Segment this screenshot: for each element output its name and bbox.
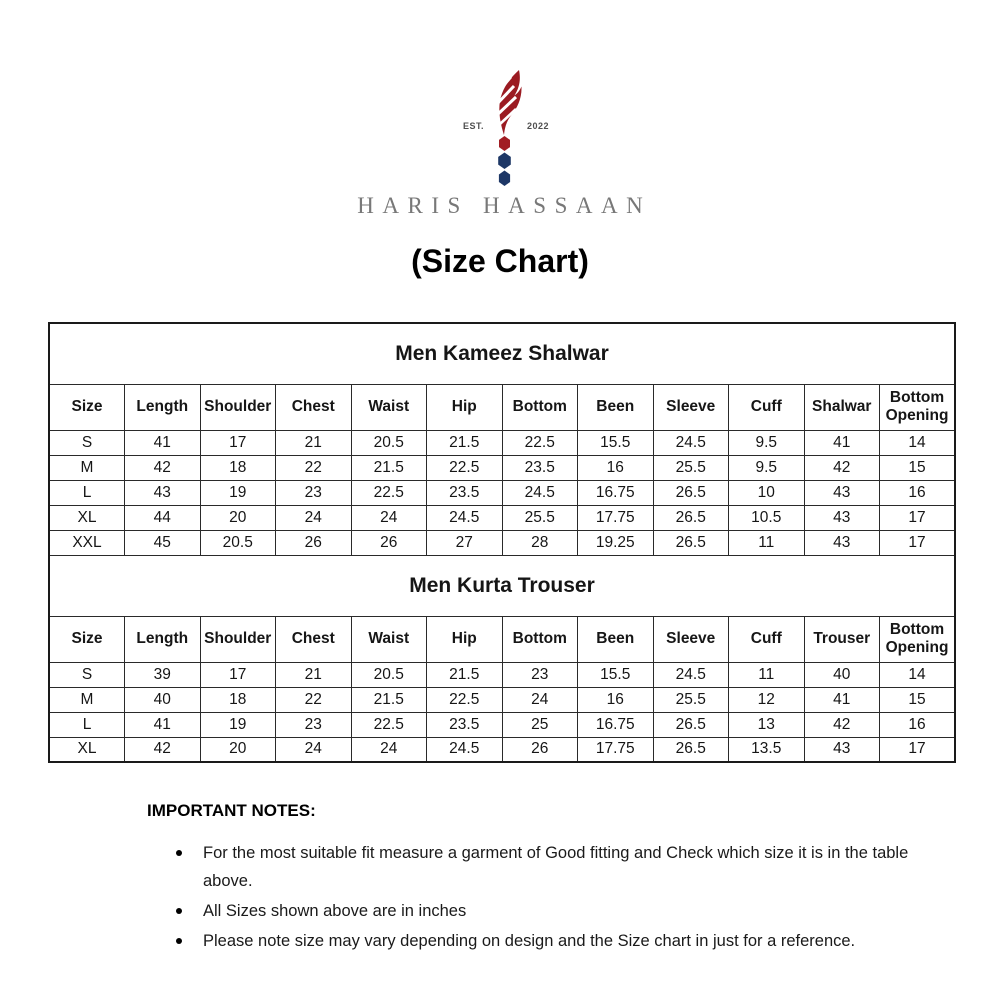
measurement-cell: 41 <box>125 430 201 455</box>
column-header: Length <box>125 616 201 662</box>
column-header: Bottom Opening <box>880 384 956 430</box>
measurement-cell: 22.5 <box>351 712 427 737</box>
measurement-cell: 20.5 <box>351 662 427 687</box>
kameez-shalwar-rows <box>49 430 955 555</box>
size-label-cell: XXL <box>49 530 125 555</box>
column-header: Bottom <box>502 384 578 430</box>
measurement-cell: 43 <box>804 480 880 505</box>
measurement-cell: 24.5 <box>427 505 503 530</box>
measurement-cell: 15.5 <box>578 430 654 455</box>
table-row <box>49 430 955 455</box>
size-label-cell: S <box>49 430 125 455</box>
table-row <box>49 737 955 762</box>
measurement-cell: 24.5 <box>427 737 503 762</box>
measurement-cell: 27 <box>427 530 503 555</box>
column-header: Shoulder <box>200 384 276 430</box>
measurement-cell: 17.75 <box>578 737 654 762</box>
note-item: For the most suitable fit measure a garment of Good fitting and Check which size it is in the table above. <box>172 839 912 895</box>
measurement-cell: 23.5 <box>427 712 503 737</box>
column-header: Been <box>578 384 654 430</box>
size-label-cell: S <box>49 662 125 687</box>
measurement-cell: 9.5 <box>729 430 805 455</box>
measurement-cell: 42 <box>125 737 201 762</box>
measurement-cell: 43 <box>804 737 880 762</box>
column-header: Size <box>49 616 125 662</box>
measurement-cell: 16 <box>578 455 654 480</box>
measurement-cell: 24 <box>276 737 352 762</box>
size-label-cell: XL <box>49 505 125 530</box>
size-label-cell: L <box>49 480 125 505</box>
measurement-cell: 20.5 <box>200 530 276 555</box>
measurement-cell: 40 <box>125 687 201 712</box>
table-row <box>49 712 955 737</box>
measurement-cell: 23 <box>276 480 352 505</box>
measurement-cell: 10 <box>729 480 805 505</box>
measurement-cell: 22 <box>276 455 352 480</box>
measurement-cell: 39 <box>125 662 201 687</box>
measurement-cell: 26 <box>276 530 352 555</box>
kurta-trouser-rows <box>49 662 955 762</box>
table-row <box>49 455 955 480</box>
notes-list <box>172 839 912 957</box>
note-item: All Sizes shown above are in inches <box>172 897 912 925</box>
kameez-shalwar-section-head <box>49 323 955 430</box>
column-header: Bottom Opening <box>880 616 956 662</box>
measurement-cell: 11 <box>729 662 805 687</box>
kurta-trouser-section-head <box>49 555 955 662</box>
measurement-cell: 13 <box>729 712 805 737</box>
table-section-title-row <box>49 323 955 384</box>
measurement-cell: 42 <box>125 455 201 480</box>
measurement-cell: 26.5 <box>653 505 729 530</box>
measurement-cell: 20 <box>200 505 276 530</box>
table-row <box>49 687 955 712</box>
column-header: Chest <box>276 384 352 430</box>
measurement-cell: 44 <box>125 505 201 530</box>
diamond-stack-icon <box>494 136 515 186</box>
measurement-cell: 41 <box>804 430 880 455</box>
measurement-cell: 16 <box>578 687 654 712</box>
measurement-cell: 18 <box>200 455 276 480</box>
measurement-cell: 26 <box>351 530 427 555</box>
column-header: Chest <box>276 616 352 662</box>
measurement-cell: 19 <box>200 480 276 505</box>
column-header: Cuff <box>729 384 805 430</box>
measurement-cell: 17 <box>880 737 956 762</box>
measurement-cell: 13.5 <box>729 737 805 762</box>
measurement-cell: 43 <box>804 505 880 530</box>
measurement-cell: 45 <box>125 530 201 555</box>
size-label-cell: M <box>49 455 125 480</box>
measurement-cell: 17 <box>880 505 956 530</box>
table-header-row <box>49 616 955 662</box>
size-chart-table <box>48 322 956 763</box>
measurement-cell: 24 <box>351 505 427 530</box>
measurement-cell: 24.5 <box>653 662 729 687</box>
measurement-cell: 42 <box>804 455 880 480</box>
table-row <box>49 662 955 687</box>
measurement-cell: 28 <box>502 530 578 555</box>
measurement-cell: 16 <box>880 480 956 505</box>
table-row <box>49 480 955 505</box>
measurement-cell: 21.5 <box>427 662 503 687</box>
measurement-cell: 22.5 <box>351 480 427 505</box>
measurement-cell: 24 <box>502 687 578 712</box>
measurement-cell: 20.5 <box>351 430 427 455</box>
column-header: Hip <box>427 616 503 662</box>
measurement-cell: 14 <box>880 662 956 687</box>
measurement-cell: 16 <box>880 712 956 737</box>
table-row <box>49 530 955 555</box>
measurement-cell: 23.5 <box>427 480 503 505</box>
table-header-row <box>49 384 955 430</box>
measurement-cell: 16.75 <box>578 480 654 505</box>
column-header: Sleeve <box>653 384 729 430</box>
measurement-cell: 17 <box>200 662 276 687</box>
measurement-cell: 9.5 <box>729 455 805 480</box>
column-header: Waist <box>351 384 427 430</box>
column-header: Size <box>49 384 125 430</box>
measurement-cell: 41 <box>804 687 880 712</box>
measurement-cell: 19.25 <box>578 530 654 555</box>
column-header: Waist <box>351 616 427 662</box>
measurement-cell: 24 <box>351 737 427 762</box>
size-label-cell: M <box>49 687 125 712</box>
measurement-cell: 17 <box>880 530 956 555</box>
column-header: Shalwar <box>804 384 880 430</box>
column-header: Hip <box>427 384 503 430</box>
measurement-cell: 23 <box>502 662 578 687</box>
measurement-cell: 43 <box>125 480 201 505</box>
table-section-title: Men Kameez Shalwar <box>49 323 955 384</box>
measurement-cell: 15.5 <box>578 662 654 687</box>
measurement-cell: 25 <box>502 712 578 737</box>
measurement-cell: 21.5 <box>427 430 503 455</box>
measurement-cell: 25.5 <box>502 505 578 530</box>
measurement-cell: 21.5 <box>351 455 427 480</box>
column-header: Shoulder <box>200 616 276 662</box>
measurement-cell: 23.5 <box>502 455 578 480</box>
measurement-cell: 19 <box>200 712 276 737</box>
notes-heading: IMPORTANT NOTES: <box>147 801 316 820</box>
measurement-cell: 24 <box>276 505 352 530</box>
column-header: Length <box>125 384 201 430</box>
column-header: Sleeve <box>653 616 729 662</box>
page-title: (Size Chart) <box>411 243 589 279</box>
measurement-cell: 21 <box>276 430 352 455</box>
measurement-cell: 22 <box>276 687 352 712</box>
brand-name: HARIS HASSAAN <box>357 193 652 218</box>
measurement-cell: 26.5 <box>653 530 729 555</box>
measurement-cell: 18 <box>200 687 276 712</box>
measurement-cell: 11 <box>729 530 805 555</box>
measurement-cell: 21.5 <box>351 687 427 712</box>
measurement-cell: 25.5 <box>653 455 729 480</box>
measurement-cell: 22.5 <box>427 455 503 480</box>
measurement-cell: 22.5 <box>502 430 578 455</box>
measurement-cell: 22.5 <box>427 687 503 712</box>
note-item: Please note size may vary depending on design and the Size chart in just for a reference. <box>172 927 912 955</box>
logo-est-label: EST. <box>463 121 485 131</box>
measurement-cell: 24.5 <box>653 430 729 455</box>
measurement-cell: 17 <box>200 430 276 455</box>
measurement-cell: 10.5 <box>729 505 805 530</box>
flame-feather-icon <box>486 70 522 136</box>
measurement-cell: 24.5 <box>502 480 578 505</box>
measurement-cell: 25.5 <box>653 687 729 712</box>
measurement-cell: 17.75 <box>578 505 654 530</box>
measurement-cell: 26 <box>502 737 578 762</box>
measurement-cell: 21 <box>276 662 352 687</box>
measurement-cell: 40 <box>804 662 880 687</box>
measurement-cell: 15 <box>880 687 956 712</box>
column-header: Cuff <box>729 616 805 662</box>
measurement-cell: 16.75 <box>578 712 654 737</box>
column-header: Trouser <box>804 616 880 662</box>
measurement-cell: 26.5 <box>653 712 729 737</box>
table-row <box>49 505 955 530</box>
column-header: Bottom <box>502 616 578 662</box>
measurement-cell: 26.5 <box>653 737 729 762</box>
measurement-cell: 14 <box>880 430 956 455</box>
measurement-cell: 15 <box>880 455 956 480</box>
measurement-cell: 12 <box>729 687 805 712</box>
column-header: Been <box>578 616 654 662</box>
size-label-cell: XL <box>49 737 125 762</box>
measurement-cell: 26.5 <box>653 480 729 505</box>
table-section-title-row <box>49 555 955 616</box>
size-label-cell: L <box>49 712 125 737</box>
measurement-cell: 20 <box>200 737 276 762</box>
measurement-cell: 23 <box>276 712 352 737</box>
measurement-cell: 42 <box>804 712 880 737</box>
measurement-cell: 41 <box>125 712 201 737</box>
table-section-title: Men Kurta Trouser <box>49 555 955 616</box>
logo-year-label: 2022 <box>527 121 550 131</box>
measurement-cell: 43 <box>804 530 880 555</box>
